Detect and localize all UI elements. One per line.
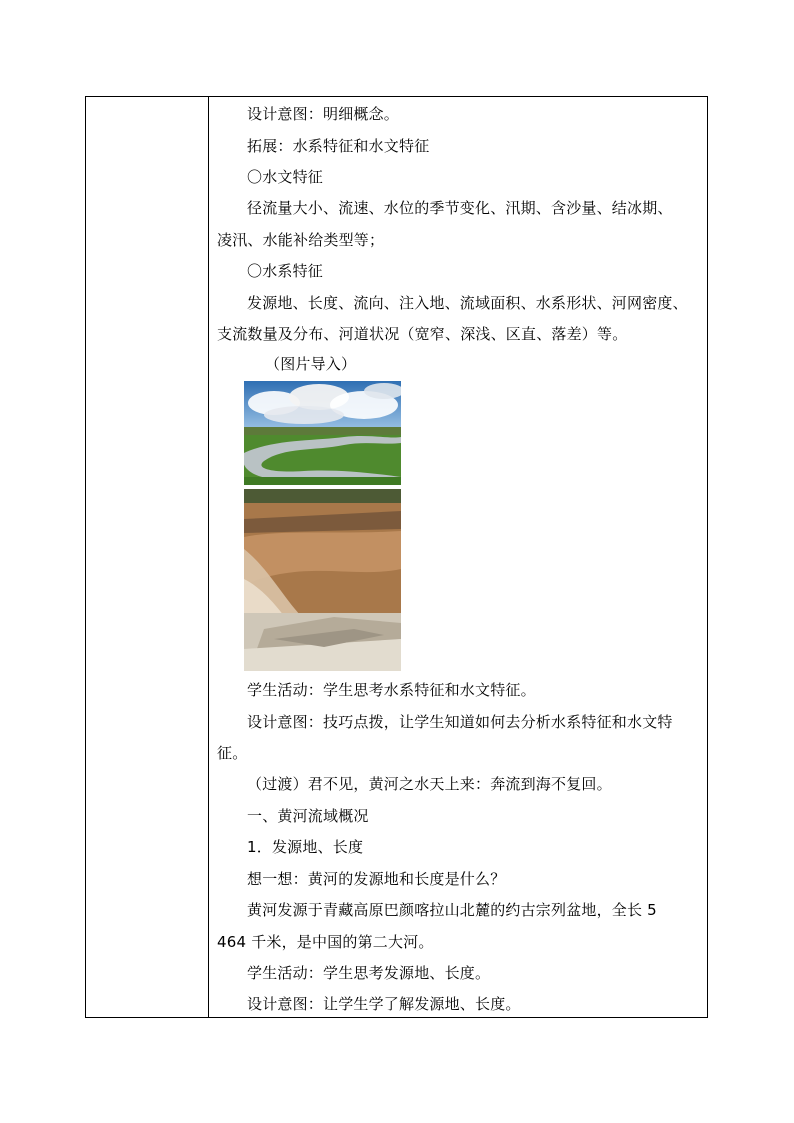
text-line: 支流数量及分布、河道状况（宽窄、深浅、区直、落差）等。 (217, 325, 628, 343)
text-line: 〇水文特征 (247, 168, 324, 186)
text-line: 想一想：黄河的发源地和长度是什么？ (247, 870, 506, 888)
text-line: （过渡）君不见，黄河之水天上来：奔流到海不复回。 (247, 775, 612, 793)
text-line: 凌汛、水能补给类型等； (217, 231, 385, 249)
image-intro-label: （图片导入） (265, 355, 357, 373)
text-line: 设计意图：明细概念。 (247, 105, 400, 123)
text-line: 设计意图：让学生学了解发源地、长度。 (247, 995, 521, 1013)
text-line: 征。 (217, 744, 248, 762)
text-line: 黄河发源于青藏高原巴颜喀拉山北麓的约古宗列盆地，全长 5 (247, 901, 657, 919)
waterfall-image (244, 489, 401, 671)
river-meadow-image (244, 381, 401, 485)
subsection-heading: 1．发源地、长度 (247, 838, 364, 856)
text-line: 学生活动：学生思考发源地、长度。 (247, 964, 491, 982)
section-heading: 一、黄河流域概况 (247, 807, 369, 825)
text-line: 〇水系特征 (247, 262, 324, 280)
text-line: 发源地、长度、流向、注入地、流域面积、水系形状、河网密度、 (247, 294, 688, 312)
text-line: 464 千米，是中国的第二大河。 (217, 933, 434, 951)
text-line: 拓展：水系特征和水文特征 (247, 137, 430, 155)
text-line: 学生活动：学生思考水系特征和水文特征。 (247, 681, 536, 699)
text-line: 设计意图：技巧点拨，让学生知道如何去分析水系特征和水文特 (247, 713, 673, 731)
column-divider (208, 97, 209, 1017)
text-line: 径流量大小、流速、水位的季节变化、汛期、含沙量、结冰期、 (247, 199, 673, 217)
lesson-table (85, 96, 708, 1018)
